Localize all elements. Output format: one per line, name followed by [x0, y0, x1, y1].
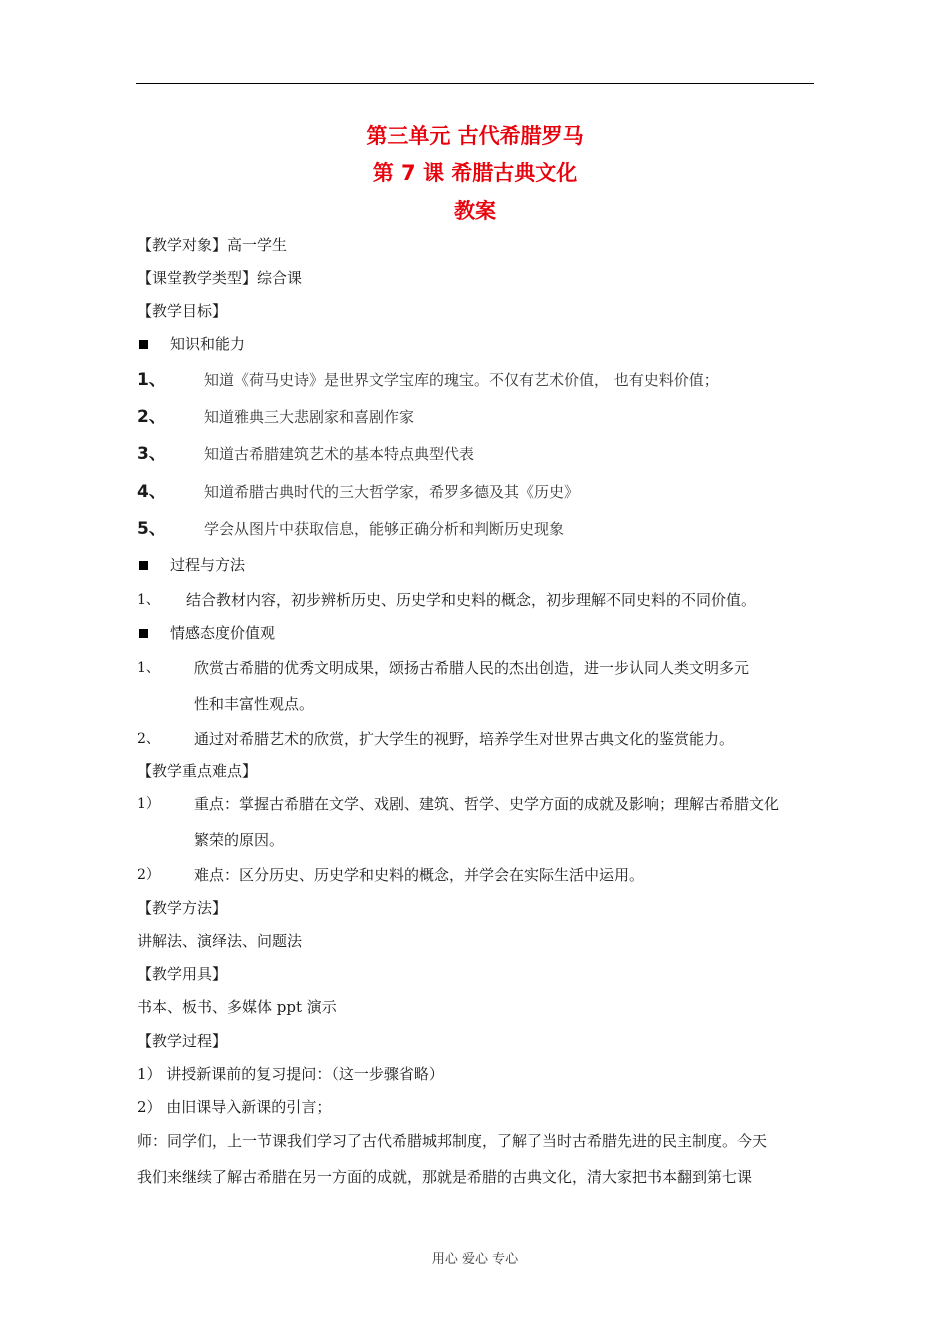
list-number: 1、 [137, 660, 160, 676]
page-footer: 用心 爱心 专心 [431, 1252, 519, 1267]
process-heading: 【教学过程】 [137, 1032, 228, 1050]
list-item: 通过对希腊艺术的欣赏，扩大学生的视野，培养学生对世界古典文化的鉴赏能力。 [194, 730, 735, 748]
list-item-continuation: 性和丰富性观点。 [194, 695, 315, 713]
list-item: 知道希腊古典时代的三大哲学家，希罗多德及其《历史》 [204, 483, 580, 501]
method-heading: 【教学方法】 [137, 899, 228, 917]
tools-heading: 【教学用具】 [137, 965, 228, 983]
list-number: 1、 [137, 592, 160, 608]
section-label: 情感态度价值观 [170, 624, 276, 642]
teaching-goals-heading: 【教学目标】 [137, 302, 228, 320]
teacher-paragraph-line: 师：同学们，上一节课我们学习了古代希腊城邦制度，了解了当时古希腊先进的民主制度。今天 [137, 1132, 768, 1150]
class-type-line: 【课堂教学类型】综合课 [137, 269, 303, 287]
list-item: 重点：掌握古希腊在文学、戏剧、建筑、哲学、史学方面的成就及影响；理解古希腊文化 [194, 795, 780, 813]
list-number: 4、 [137, 482, 166, 502]
square-bullet-icon [139, 561, 148, 570]
list-item: 难点：区分历史、历史学和史料的概念，并学会在实际生活中运用。 [194, 866, 645, 884]
list-number: 2、 [137, 407, 166, 427]
header-rule [136, 83, 814, 84]
teaching-target-line: 【教学对象】高一学生 [137, 236, 288, 254]
list-item: 知道《荷马史诗》是世界文学宝库的瑰宝。不仅有艺术价值， 也有史料价值； [204, 371, 719, 389]
list-item: 结合教材内容，初步辨析历史、历史学和史料的概念，初步理解不同史料的不同价值。 [186, 591, 757, 609]
list-number: 2、 [137, 731, 160, 747]
list-item-continuation: 繁荣的原因。 [194, 831, 285, 849]
tools-text: 书本、板书、多媒体 ppt 演示 [137, 998, 337, 1016]
lesson-title: 第 7 课 希腊古典文化 [372, 161, 578, 185]
list-number: 1） [137, 796, 160, 812]
list-item: 学会从图片中获取信息，能够正确分析和判断历史现象 [204, 520, 565, 538]
list-item: 知道古希腊建筑艺术的基本特点典型代表 [204, 445, 475, 463]
section-label: 知识和能力 [170, 335, 246, 353]
unit-title: 第三单元 古代希腊罗马 [366, 124, 584, 148]
list-number: 1、 [137, 370, 166, 390]
section-emotion [137, 623, 275, 643]
teacher-paragraph-line: 我们来继续了解古希腊在另一方面的成就，那就是希腊的古典文化，清大家把书本翻到第七课 [137, 1168, 753, 1186]
process-step: 1） 讲授新课前的复习提问：（这一步骤省略） [137, 1065, 444, 1083]
process-step: 2） 由旧课导入新课的引言； [137, 1098, 332, 1116]
list-number: 3、 [137, 444, 166, 464]
square-bullet-icon [139, 340, 148, 349]
section-process [137, 555, 245, 575]
list-number: 5、 [137, 519, 166, 539]
list-item: 欣赏古希腊的优秀文明成果，颂扬古希腊人民的杰出创造，进一步认同人类文明多元 [194, 659, 750, 677]
key-points-heading: 【教学重点难点】 [137, 762, 258, 780]
section-label: 过程与方法 [170, 556, 246, 574]
method-text: 讲解法、演绎法、问题法 [137, 932, 303, 950]
doc-type-title: 教案 [454, 199, 496, 223]
list-number: 2） [137, 867, 160, 883]
section-knowledge [137, 334, 245, 354]
list-item: 知道雅典三大悲剧家和喜剧作家 [204, 408, 415, 426]
square-bullet-icon [139, 629, 148, 638]
